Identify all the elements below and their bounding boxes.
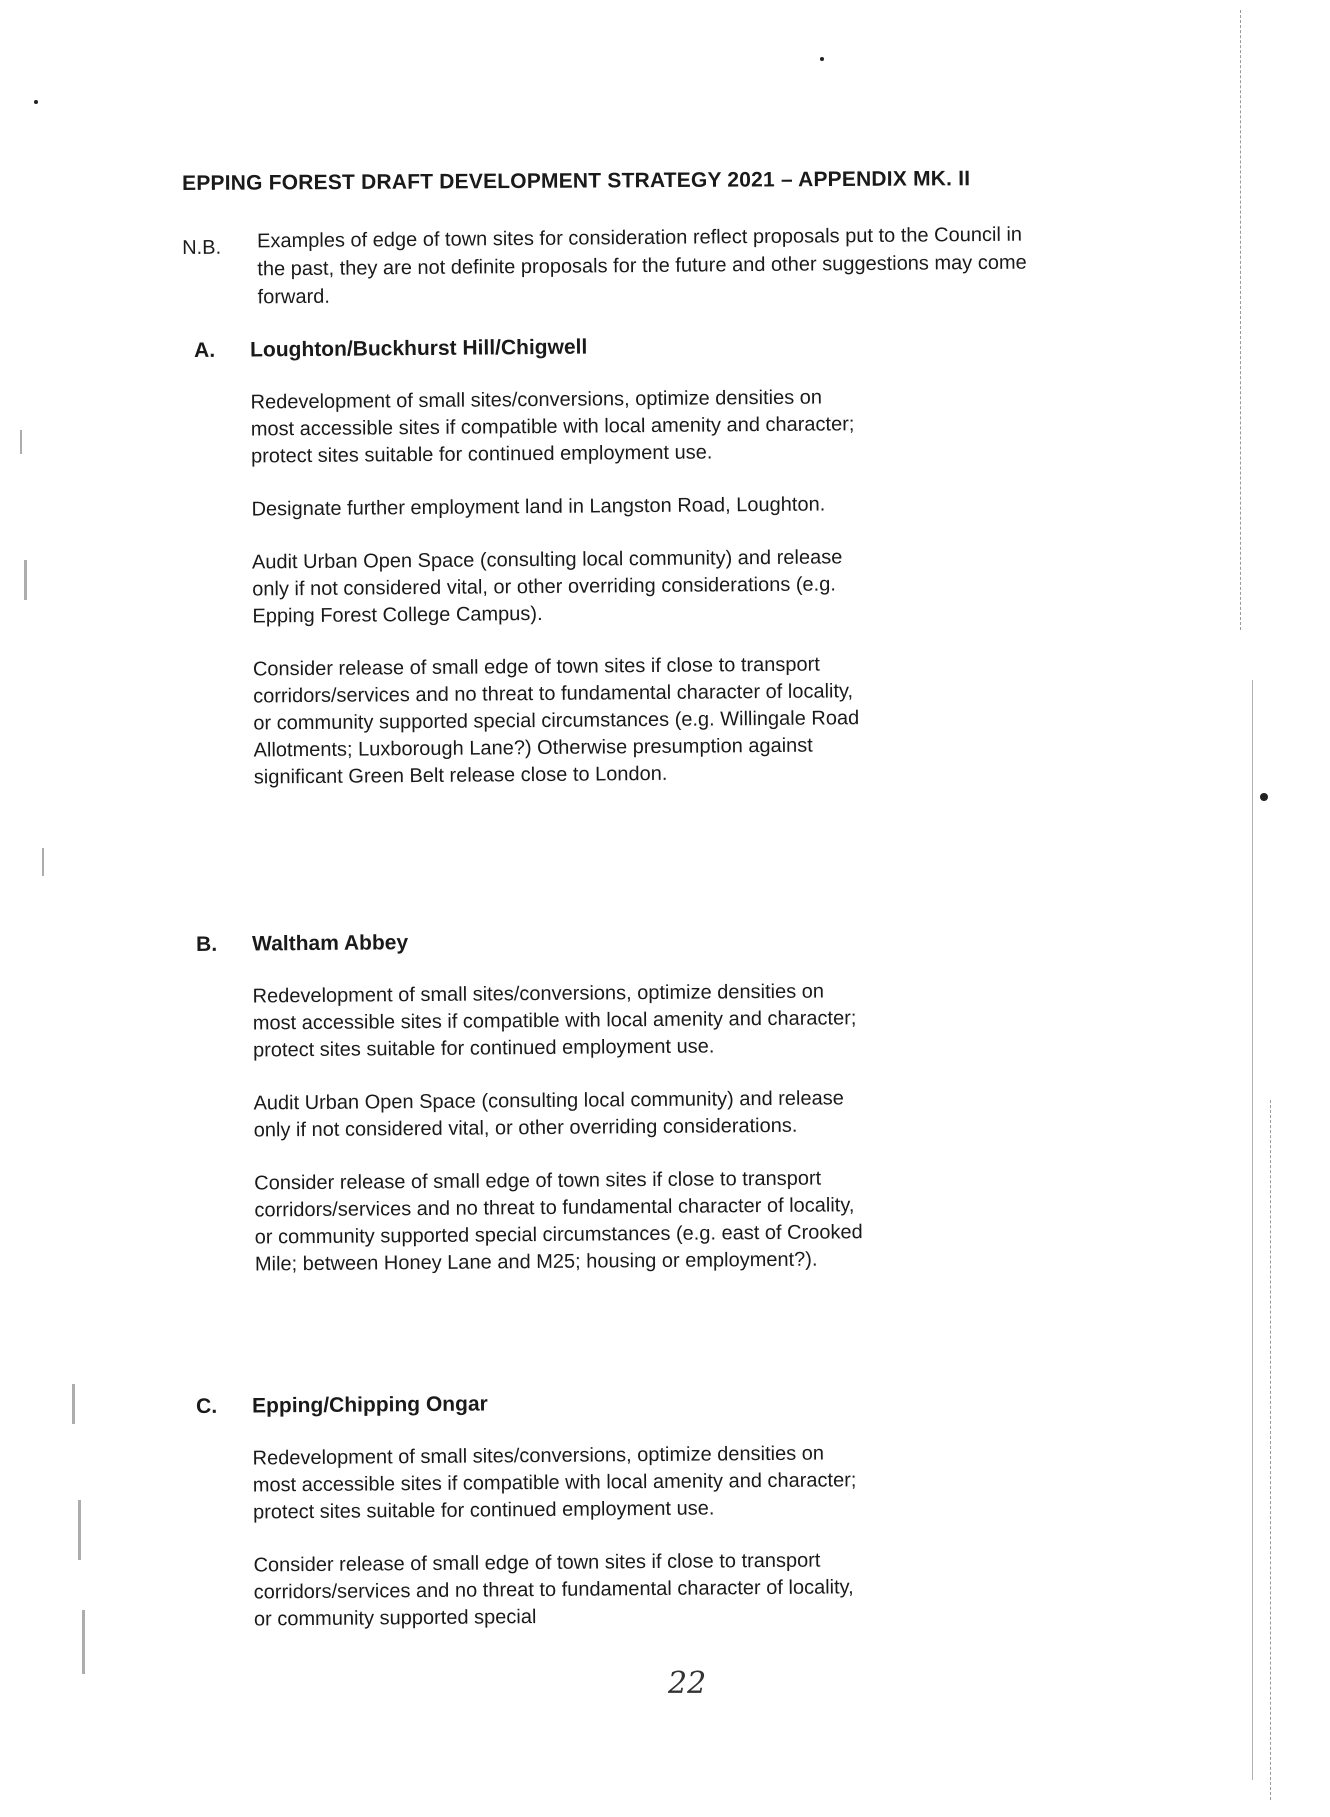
scan-speck <box>78 1500 81 1560</box>
document-title: EPPING FOREST DRAFT DEVELOPMENT STRATEGY 2021 – APPENDIX MK. II <box>182 167 971 195</box>
scan-edge-line <box>1240 10 1241 630</box>
section-epping-ongar <box>196 1386 898 1660</box>
paragraph: Consider release of small edge of town sites if close to transport corridors/services and no threat to fundamental character of locality, or community supported special <box>253 1549 854 1631</box>
section-body <box>252 978 875 1278</box>
section-heading <box>194 330 894 366</box>
section-title: Waltham Abbey <box>252 931 409 956</box>
nb-note <box>182 220 1043 312</box>
section-title: Loughton/Buckhurst Hill/Chigwell <box>250 335 588 362</box>
nb-text: Examples of edge of town sites for consideration reflect proposals put to the Council in the past, they are not definite proposals for the future and other suggestions may come forward. <box>257 223 1027 309</box>
page-number: 22 <box>668 1666 707 1701</box>
scan-edge-line <box>1252 680 1253 1780</box>
paragraph: Consider release of small edge of town sites if close to transport corridors/services and no threat to fundamental character of locality, or community supported special circumstances (e.g. Willingale Road Allotments; Luxborough Lane?) Otherwise presumption against significant Green Belt release close to London. <box>252 653 860 789</box>
paragraph: Redevelopment of small sites/conversions, optimize densities on most accessible sites if compatible with local amenity and character; protect sites suitable for continued employment use. <box>252 980 857 1062</box>
scan-dot <box>1260 793 1268 801</box>
section-title: Epping/Chipping Ongar <box>252 1392 488 1418</box>
section-waltham-abbey <box>196 924 899 1305</box>
paragraph: Redevelopment of small sites/conversions, optimize densities on most accessible sites if compatible with local amenity and character; protect sites suitable for continued employment use. <box>250 386 855 468</box>
section-body <box>252 1440 874 1633</box>
section-letter: B. <box>196 932 218 956</box>
section-heading <box>196 924 896 960</box>
paragraph: Redevelopment of small sites/conversions, optimize densities on most accessible sites if compatible with local amenity and character; protect sites suitable for continued employment use. <box>252 1442 857 1524</box>
scan-dot <box>820 57 824 61</box>
scan-speck <box>20 430 22 454</box>
nb-label: N.B. <box>182 236 222 259</box>
scan-dot <box>34 100 38 104</box>
section-letter: A. <box>194 338 216 362</box>
paragraph: Consider release of small edge of town sites if close to transport corridors/services and no threat to fundamental character of locality, or community supported special circumstances (e.g. east of Crooked Mile; between Honey Lane and M25; housing or employment?). <box>254 1167 863 1276</box>
scan-speck <box>42 848 44 876</box>
paragraph: Audit Urban Open Space (consulting local community) and release only if not considered vital, or other overriding considerations (e.g. Epping Forest College Campus). <box>251 546 843 628</box>
scan-speck <box>82 1610 85 1674</box>
section-heading <box>196 1386 896 1422</box>
paragraph: Audit Urban Open Space (consulting local community) and release only if not considered vital, or other overriding considerations. <box>253 1087 844 1142</box>
scan-speck <box>72 1384 75 1424</box>
scan-edge-line <box>1270 1100 1271 1800</box>
section-letter: C. <box>196 1394 218 1418</box>
scan-speck <box>24 560 27 600</box>
section-body <box>250 384 873 791</box>
section-loughton <box>194 330 898 818</box>
paragraph: Designate further employment land in Langston Road, Loughton. <box>251 493 826 521</box>
